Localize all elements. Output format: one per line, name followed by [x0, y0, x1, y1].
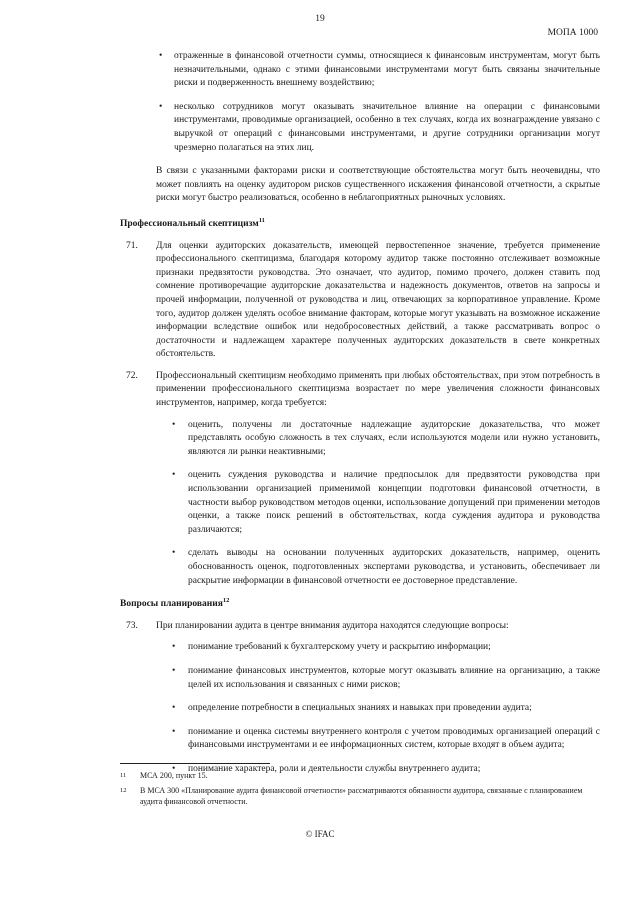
section-heading-planning [120, 598, 600, 612]
paragraph-text: Для оценки аудиторских доказательств, имеющей первостепенное значение, требуется применение профессионального скептицизма, благодаря которому аудитор также постоянно отслеживает возможные признаки предвзятости руководства. Это означает, что аудитор, помимо прочего, должен ставить под сомнение противоречащие аудиторские доказательства и надежность документов, ответов на запросы и прочей информации, полученной от руководства и лиц, отвечающих за корпоративное управление. Кроме того, аудитор должен уделять особое внимание факторам, которые могут указывать на возможное искажение информации вследствие ошибок или недобросовестных действий, а также рассматривать вопрос о достаточности и надлежащем характере полученных аудиторских доказательств в свете конкретных обстоятельств. [156, 240, 600, 360]
heading-text: Профессиональный скептицизм [120, 218, 259, 229]
bullet-icon: • [172, 642, 176, 653]
bullet-text: понимание характера, роли и деятельности службы внутреннего аудита; [188, 763, 481, 774]
footnote [120, 785, 600, 807]
list-item [120, 641, 600, 655]
bullet-text: оценить суждения руководства и наличие предпосылок для предвзятости руководства при использовании организацией применимой концепции подготовки финансовой отчетности, в частности выбор руководством методов оценки, использование допущений при применении методов оценки, а также поиск решений в обстоятельствах, когда суждения аудитора и руководства различаются; [188, 470, 600, 535]
heading-text: Вопросы планирования [120, 599, 223, 610]
footnote-divider [120, 763, 270, 764]
paragraph-number: 73. [126, 620, 138, 631]
bullet-icon: • [172, 548, 176, 559]
section-heading-skepticism [120, 218, 600, 232]
list-item [120, 726, 600, 753]
bullet-icon: • [172, 470, 176, 481]
intro-bullet [120, 101, 600, 155]
footnotes [120, 770, 600, 811]
paragraph-73 [120, 620, 600, 634]
list-item [120, 469, 600, 537]
page-number: 19 [315, 14, 325, 24]
intro-bullet [120, 50, 600, 91]
bullet-icon: • [172, 665, 176, 676]
bullet-text: понимание и оценка системы внутреннего контроля с учетом проводимых организацией операций с финансовыми инструментами и ее информационных систем, которые входят в объем аудита; [188, 726, 600, 751]
paragraph-text: При планировании аудита в центре внимания аудитора находятся следующие вопросы: [156, 620, 509, 631]
paragraph-71 [120, 240, 600, 362]
paragraph-text: Профессиональный скептицизм необходимо применять при любых обстоятельствах, при этом потребность в применении профессионального скептицизма возрастает по мере увеличения сложности финансовых инструментов, например, когда требуется: [156, 370, 600, 409]
bullet-text: определение потребности в специальных знаниях и навыках при проведении аудита; [188, 703, 532, 714]
footnote [120, 770, 600, 781]
bullet-icon: • [172, 703, 176, 714]
paragraph-number: 72. [126, 370, 138, 381]
footnote-number: 11 [120, 772, 127, 779]
list-item [120, 665, 600, 692]
footnote-ref: 12 [222, 597, 230, 605]
list-item [120, 547, 600, 588]
footnote-text: В МСА 300 «Планирование аудита финансовой отчетности» рассматриваются обязанности аудитора, связанные с планированием аудита финансовой отчетности. [140, 786, 583, 806]
bullet-icon: • [172, 419, 176, 430]
intro-paragraph: В связи с указанными факторами риски и соответствующие обстоятельства могут быть неочевидны, что может повлиять на оценку аудитором рисков существенного искажения финансовой отчетности, а скрытые риски могут быстро реализоваться, особенно в неблагоприятных рыночных условиях. [156, 166, 600, 204]
document-id: МОПА 1000 [547, 28, 598, 38]
bullet-icon: • [172, 763, 176, 774]
bullet-text: оценить, получены ли достаточные надлежащие аудиторские доказательства, что может представлять особую сложность в тех случаях, если используются модели или нужно установить, являются ли рынки неактивными; [188, 419, 600, 457]
footnote-text: МСА 200, пункт 15. [140, 771, 208, 780]
bullet-text: сделать выводы на основании полученных аудиторских доказательств, например, оценить обоснованность оценок, подготовленных экспертами руководства, и установить, обеспечивает ли раскрытие информации в финансовой отчетности ее достоверное представление. [188, 548, 600, 586]
footnote-ref: 11 [258, 216, 265, 224]
paragraph-72 [120, 370, 600, 411]
bullet-icon: • [159, 101, 163, 112]
paragraph-number: 71. [126, 240, 138, 251]
bullet-text: понимание требований к бухгалтерскому учету и раскрытию информации; [188, 642, 491, 653]
page-footer: © IFAC [305, 829, 335, 839]
bullet-text: отраженные в финансовой отчетности суммы, относящиеся к финансовым инструментам, могут быть незначительными, однако с этими финансовыми инструментами могут быть связаны значительные риски и подверженность внешнему воздействию; [174, 51, 600, 89]
list-item [120, 419, 600, 460]
list-item [120, 702, 600, 716]
bullet-text: понимание финансовых инструментов, которые могут оказывать влияние на организацию, а также целей их использования и связанных с ними рисков; [188, 665, 600, 690]
bullet-icon: • [172, 726, 176, 737]
bullet-icon: • [159, 51, 163, 61]
main-content [120, 50, 600, 787]
bullet-text: несколько сотрудников могут оказывать значительное влияние на операции с финансовыми инструментами, проводимые организацией, особенно в тех случаях, когда их вознаграждение увязано с выручкой от операций с финансовыми инструментами, и другие сотрудники организации могут чрезмерно полагаться на этих лиц. [174, 101, 600, 153]
footnote-number: 12 [120, 787, 127, 794]
